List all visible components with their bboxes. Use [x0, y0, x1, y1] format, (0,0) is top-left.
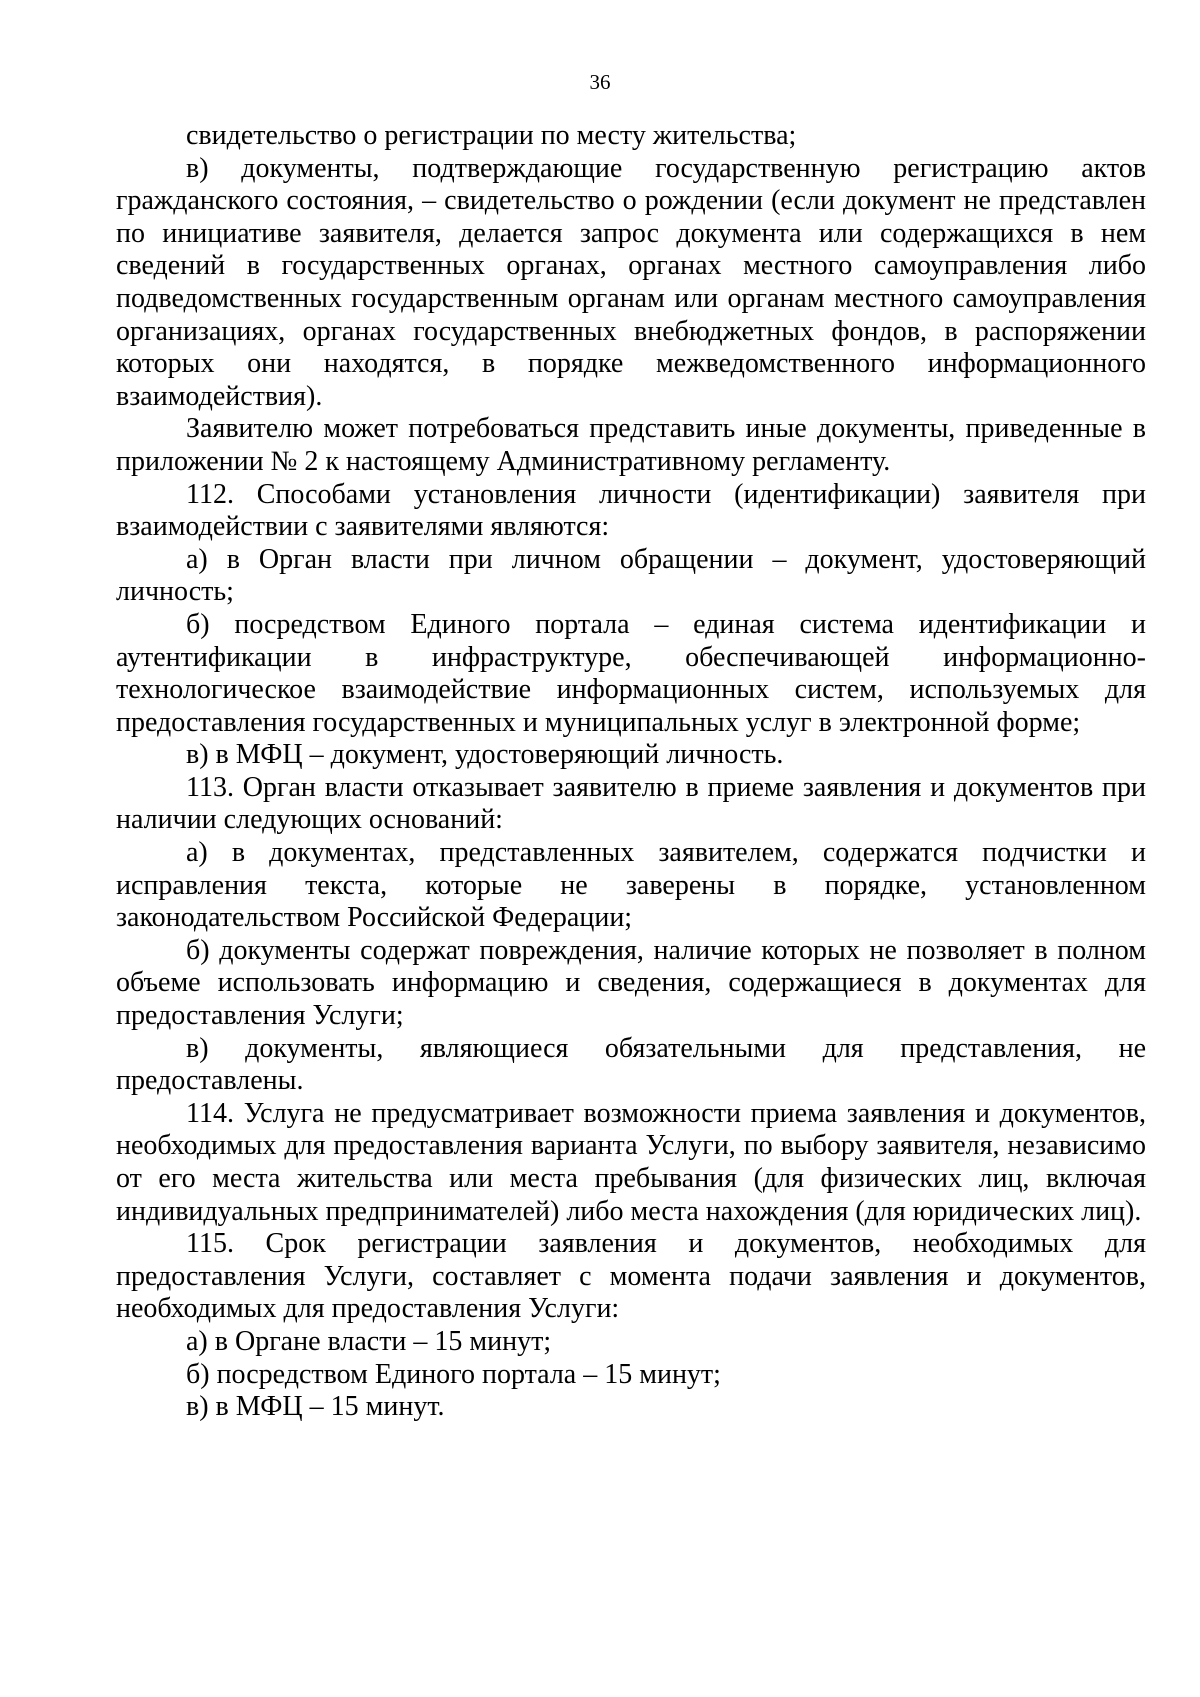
paragraph: в) в МФЦ – документ, удостоверяющий личность.	[186, 739, 784, 771]
paragraph: б) посредством Единого портала – единая система идентификации и аутентификации в инфраструктуре, обеспечивающей информационно-технологическое взаимодействие информационных систем, используемых для предоставления государственных и муниципальных услуг в электронной форме;	[116, 608, 1146, 738]
paragraph: 112. Способами установления личности (идентификации) заявителя при взаимодействии с заявителями являются:	[116, 478, 1146, 543]
paragraph: а) в документах, представленных заявителем, содержатся подчистки и исправления текста, которые не заверены в порядке, установленном законодательством Российской Федерации;	[116, 837, 1146, 934]
paragraph: 113. Орган власти отказывает заявителю в приеме заявления и документов при наличии следующих оснований:	[116, 771, 1146, 836]
paragraph: 115. Срок регистрации заявления и документов, необходимых для предоставления Услуги, составляет с момента подачи заявления и документов, необходимых для предоставления Услуги:	[116, 1228, 1146, 1325]
paragraph: свидетельство о регистрации по месту жительства;	[186, 120, 797, 151]
paragraph: а) в Органе власти – 15 минут;	[186, 1325, 552, 1357]
paragraph: в) документы, являющиеся обязательными для представления, не предоставлены.	[116, 1032, 1146, 1097]
paragraph: в) документы, подтверждающие государственную регистрацию актов гражданского состояния, – свидетельство о рождении (если документ не представлен по инициативе заявителя, делается запрос документа или содержащихся в нем сведений в государственных органах, органах местного самоуправления либо подведомственных государственным органам или органам местного самоуправления организациях, органах государственных внебюджетных фондов, в распоряжении которых они находятся, в порядке межведомственного информационного взаимодействия).	[116, 152, 1146, 412]
paragraph: а) в Орган власти при личном обращении – документ, удостоверяющий личность;	[116, 543, 1146, 608]
paragraph: Заявителю может потребоваться представить иные документы, приведенные в приложении № 2 к настоящему Административному регламенту.	[116, 413, 1146, 477]
document-body	[116, 120, 1146, 1424]
paragraph: б) документы содержат повреждения, наличие которых не позволяет в полном объеме использовать информацию и сведения, содержащиеся в документах для предоставления Услуги;	[116, 934, 1146, 1032]
page-number: 36	[589, 70, 611, 94]
paragraph: б) посредством Единого портала – 15 минут;	[186, 1358, 721, 1390]
paragraph: 114. Услуга не предусматривает возможности приема заявления и документов, необходимых для предоставления варианта Услуги, по выбору заявителя, независимо от его места жительства или места пребывания (для физических лиц, включая индивидуальных предпринимателей) либо места нахождения (для юридических лиц).	[116, 1097, 1146, 1227]
paragraph: в) в МФЦ – 15 минут.	[186, 1391, 445, 1423]
